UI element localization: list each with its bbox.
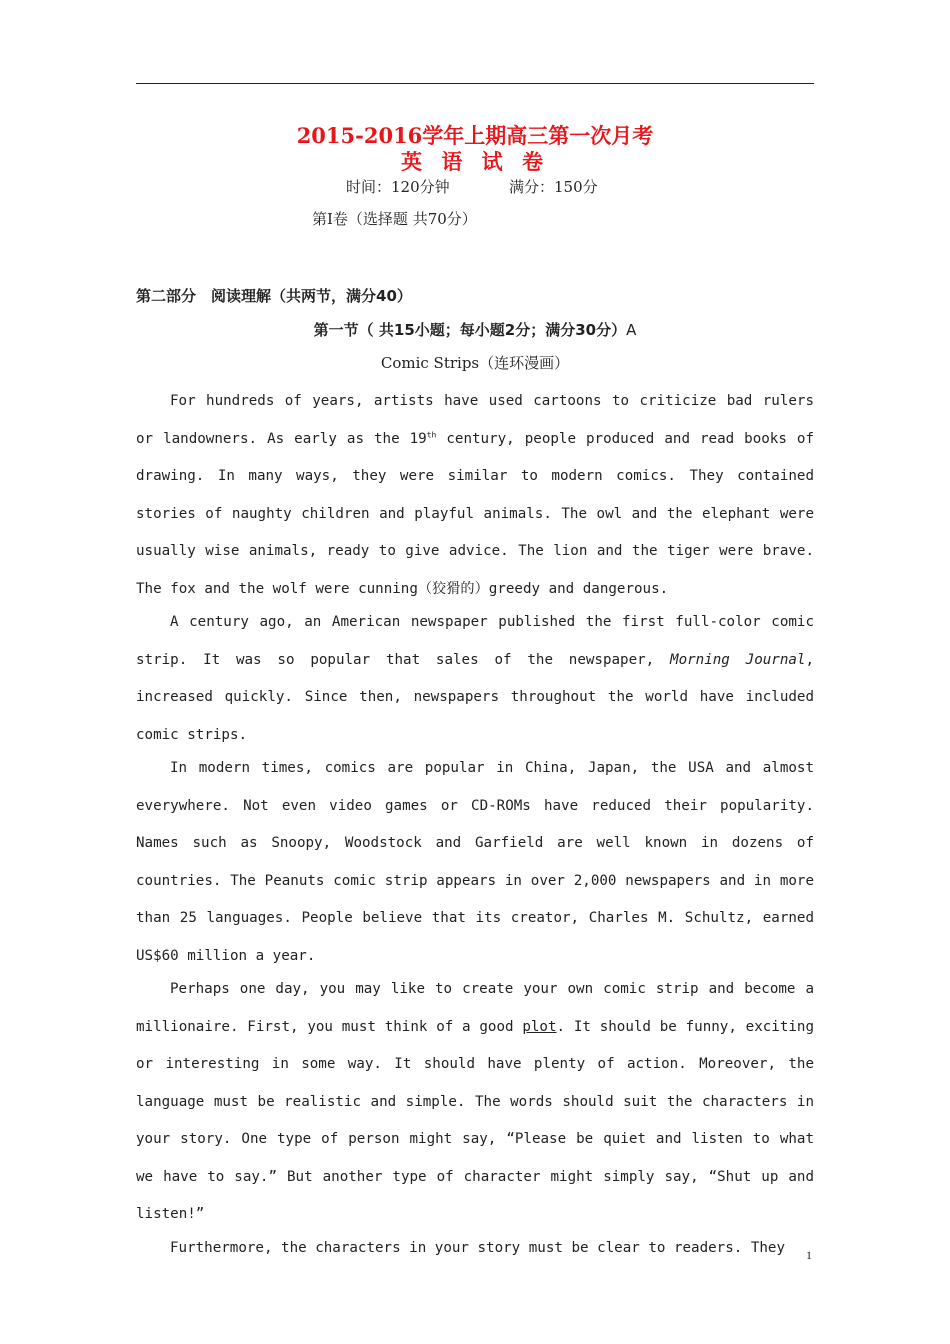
paragraph-4: Perhaps one day, you may like to create your own comic strip and become a millionaire. First, you must think of a good plot. It should be funny, exciting or interesting in some way. It should have plenty of action. Moreover, the language must be realistic and simple. The words should suit the characters in your story. One type of person might say, “Please be quiet and listen to what we have to say.” But another type of character might simply say, “Shut up and listen!” [136, 981, 814, 1222]
exam-subject: 英 语 试 卷 [401, 149, 549, 174]
page-number: 1 [806, 1248, 812, 1262]
paragraph-2: A century ago, an American newspaper published the first full-color comic strip. It was so popular that sales of the newspaper, Morning Journal, increased quickly. Since then, newspapers throughout the world have included comic strips. [136, 614, 814, 743]
passage-letter: A [626, 321, 637, 339]
exam-title: 2015-2016学年上期高三第一次月考 [296, 123, 654, 148]
passage-body [136, 383, 814, 1263]
section-one-label: 第一节（ 共15小题；每小题2分；满分30分） [313, 321, 627, 339]
paragraph-3: In modern times, comics are popular in China, Japan, the USA and almost everywhere. Not even video games or CD-ROMs have reduced their popularity. Names such as Snoopy, Woodstock and Garfield are well known in dozens of countries. The Peanuts comic strip appears in over 2,000 newspapers and in more than 25 languages. People believe that its creator, Charles M. Schultz, earned US$60 million a year. [136, 760, 814, 964]
underlined-word: plot [522, 1018, 557, 1035]
exam-time: 时间：120分钟 [346, 178, 450, 196]
passage-title: Comic Strips（连环漫画） [380, 354, 570, 372]
part-two-heading: 第二部分 阅读理解（共两节，满分40） [136, 287, 412, 305]
paragraph-5: Furthermore, the characters in your story must be clear to readers. They [170, 1239, 785, 1256]
header-rule [136, 83, 814, 84]
paragraph-1: For hundreds of years, artists have used cartoons to criticize bad rulers or landowners. As early as the 19th century, people produced and read books of drawing. In many ways, they were similar to modern comics. They contained stories of naughty children and playful animals. The owl and the elephant were usually wise animals, ready to give advice. The lion and the tiger were brave. The fox and the wolf were cunning（狡猾的）greedy and dangerous. [136, 393, 814, 597]
superscript: th [426, 429, 437, 439]
part-one-label: 第Ⅰ卷（选择题 共70分） [312, 210, 477, 228]
newspaper-name: Morning Journal [670, 651, 806, 668]
section-one-heading [0, 319, 950, 340]
exam-score: 满分：150分 [509, 178, 598, 196]
